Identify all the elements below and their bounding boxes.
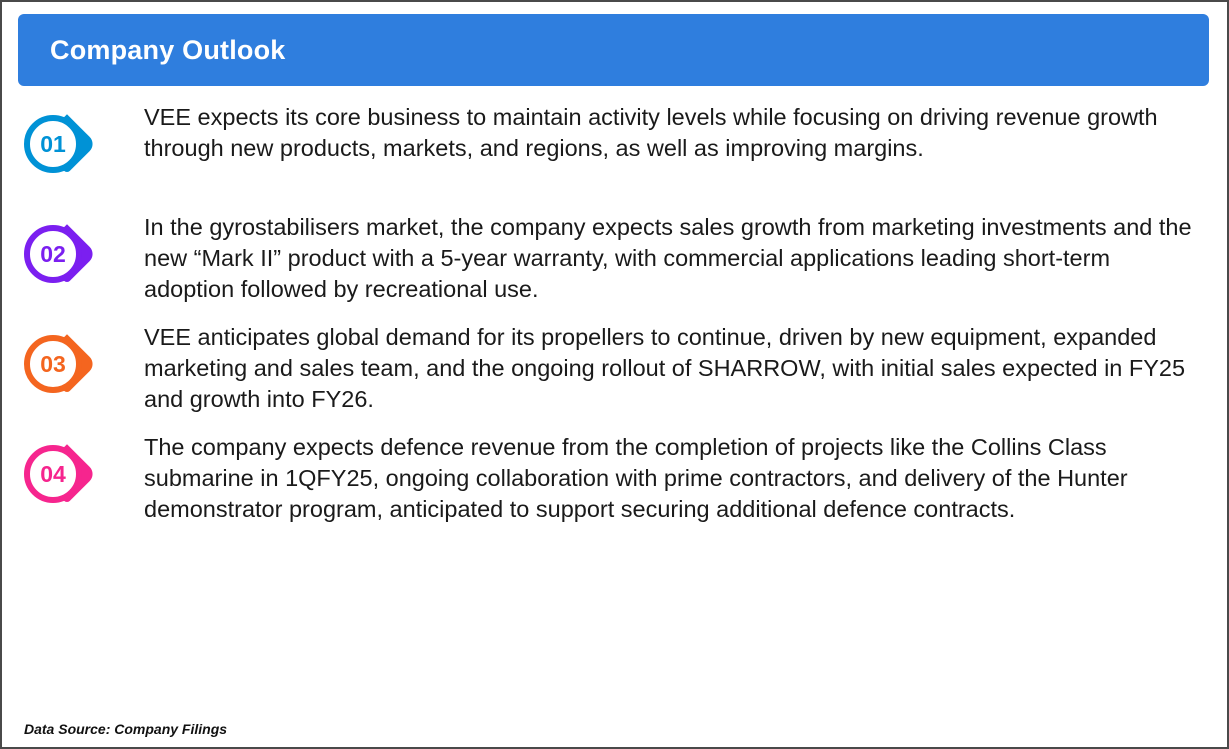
badge-number: 02 [40, 240, 66, 267]
list-item-text: VEE expects its core business to maintain activity levels while focusing on driving revenue growth through new products, markets, and regions, as well as improving margins. [144, 104, 1158, 162]
list-item-text: The company expects defence revenue from the completion of projects like the Collins Class submarine in 1QFY25, ongoing collaboration with prime contractors, and delivery of the Hunter demonstrator program, anticipated to support securing additional defence contracts. [144, 434, 1128, 523]
page-title: Company Outlook [50, 34, 286, 65]
list-item [16, 320, 1213, 416]
list-item-text: VEE anticipates global demand for its propellers to continue, driven by new equipment, expanded marketing and sales team, and the ongoing rollout of SHARROW, with initial sales expected in FY25 and growth into FY26. [144, 324, 1186, 413]
data-source-note: Data Source: Company Filings [24, 721, 228, 737]
slide-title-bar [18, 14, 1209, 86]
list-item [16, 100, 1213, 196]
list-item [16, 210, 1213, 306]
list-item [16, 430, 1213, 526]
number-badge-icon [24, 115, 108, 181]
badge-wrapper [16, 430, 144, 526]
badge-wrapper [16, 320, 144, 416]
number-badge-icon [24, 225, 108, 291]
list-item-text: In the gyrostabilisers market, the company expects sales growth from marketing investments and the new “Mark II” product with a 5-year warranty, with commercial applications leading short-term adoption followed by recreational use. [144, 214, 1192, 303]
number-badge-icon [24, 445, 108, 511]
outlook-list [16, 100, 1213, 526]
badge-number: 04 [40, 460, 66, 487]
badge-number: 03 [40, 350, 66, 377]
badge-number: 01 [40, 130, 66, 157]
badge-wrapper [16, 100, 144, 196]
number-badge-icon [24, 335, 108, 401]
badge-wrapper [16, 210, 144, 306]
